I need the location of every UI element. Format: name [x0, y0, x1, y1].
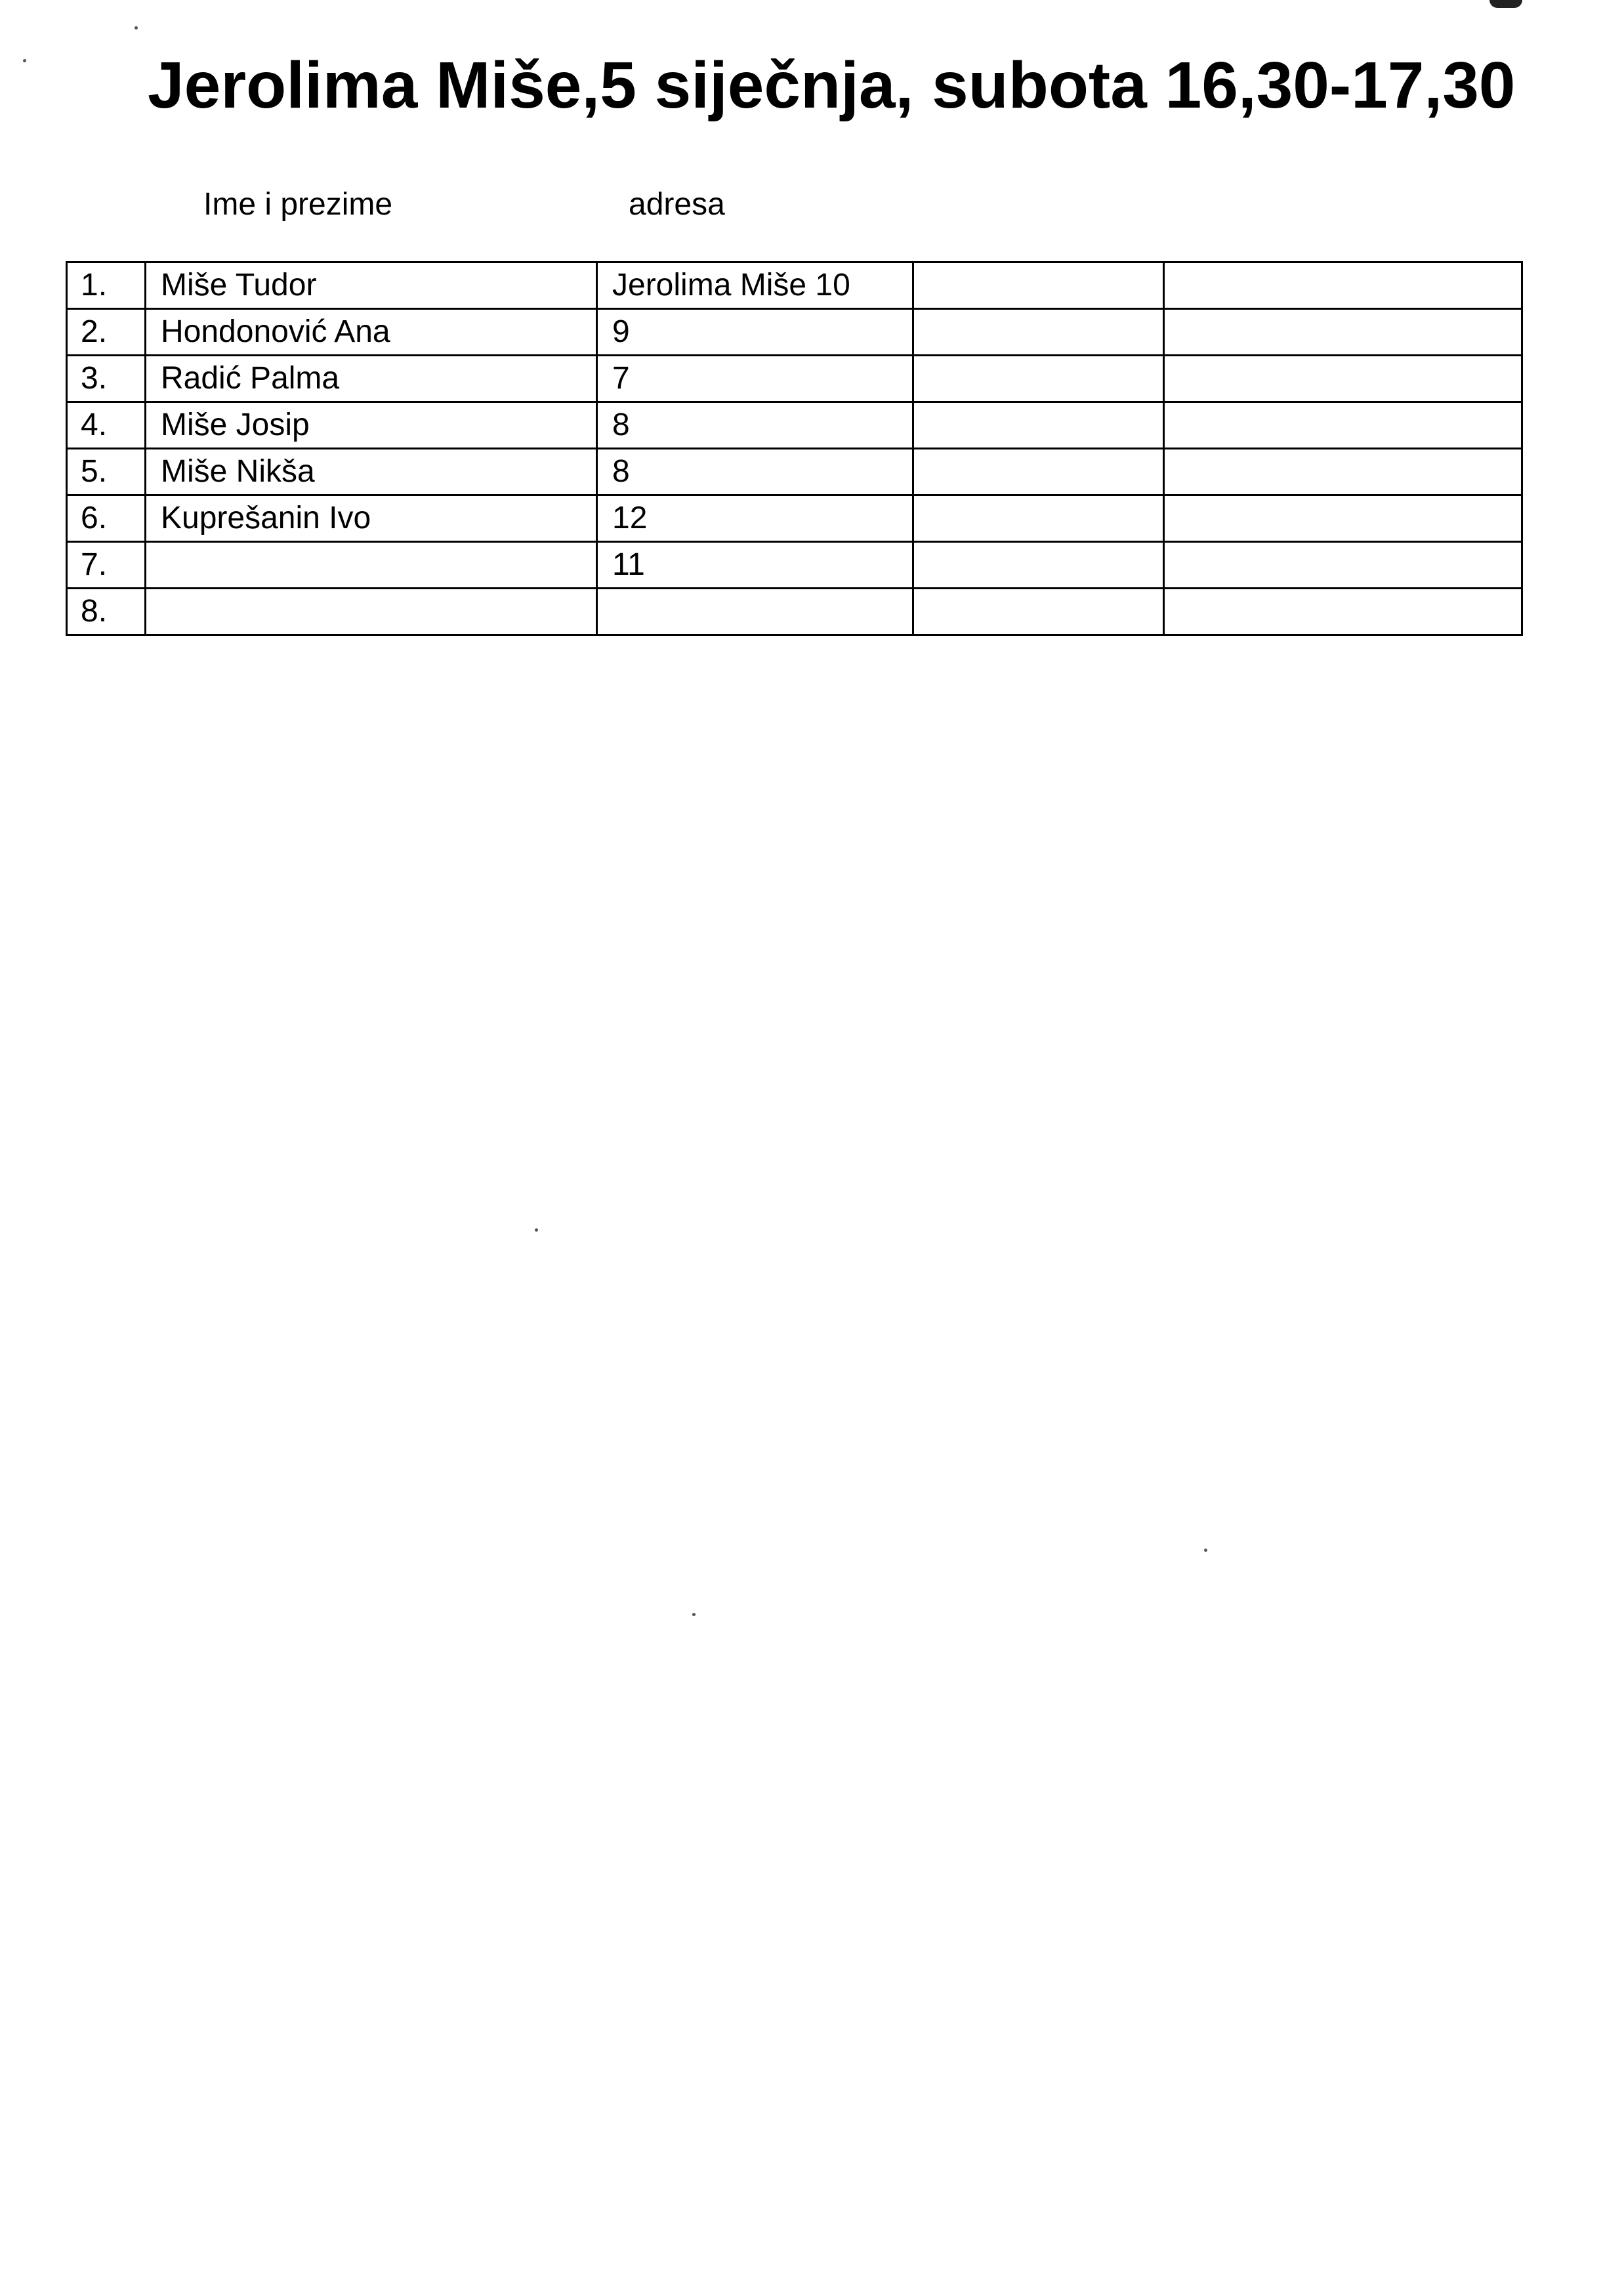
row-address: 9	[597, 309, 913, 356]
row-extra-cell	[1164, 542, 1522, 589]
table-row	[67, 309, 1522, 356]
roster-table	[66, 261, 1523, 636]
row-name: Hondonović Ana	[146, 309, 597, 356]
row-extra-cell	[913, 495, 1164, 542]
row-name: Miše Josip	[146, 402, 597, 449]
row-number: 3.	[67, 356, 146, 402]
row-extra-cell	[913, 356, 1164, 402]
table-row	[67, 495, 1522, 542]
row-extra-cell	[1164, 262, 1522, 309]
row-address: 8	[597, 402, 913, 449]
row-number: 6.	[67, 495, 146, 542]
row-extra-cell	[1164, 495, 1522, 542]
row-address: 11	[597, 542, 913, 589]
row-number: 1.	[67, 262, 146, 309]
row-number: 7.	[67, 542, 146, 589]
row-address	[597, 589, 913, 635]
row-name	[146, 589, 597, 635]
row-extra-cell	[1164, 449, 1522, 495]
row-address: 7	[597, 356, 913, 402]
column-header-address: adresa	[629, 187, 725, 222]
row-extra-cell	[1164, 402, 1522, 449]
row-extra-cell	[1164, 309, 1522, 356]
row-extra-cell	[913, 542, 1164, 589]
row-address: 12	[597, 495, 913, 542]
table-row	[67, 449, 1522, 495]
scan-speck	[23, 59, 26, 62]
row-extra-cell	[1164, 356, 1522, 402]
row-extra-cell	[913, 262, 1164, 309]
row-number: 2.	[67, 309, 146, 356]
table-row	[67, 402, 1522, 449]
row-extra-cell	[913, 449, 1164, 495]
row-number: 4.	[67, 402, 146, 449]
row-extra-cell	[913, 309, 1164, 356]
table-row	[67, 589, 1522, 635]
scan-speck	[1204, 1549, 1207, 1552]
row-address: 8	[597, 449, 913, 495]
row-extra-cell	[913, 402, 1164, 449]
table-row	[67, 542, 1522, 589]
page-title: Jerolima Miše,5 siječnja, subota 16,30-17,30	[148, 49, 1516, 122]
table-row	[67, 262, 1522, 309]
row-name: Miše Tudor	[146, 262, 597, 309]
row-name: Miše Nikša	[146, 449, 597, 495]
scan-speck	[135, 26, 138, 30]
scan-speck	[692, 1613, 696, 1616]
row-name	[146, 542, 597, 589]
row-number: 8.	[67, 589, 146, 635]
row-number: 5.	[67, 449, 146, 495]
row-extra-cell	[1164, 589, 1522, 635]
scan-smudge	[1489, 0, 1522, 8]
row-name: Radić Palma	[146, 356, 597, 402]
row-name: Kuprešanin Ivo	[146, 495, 597, 542]
scan-speck	[535, 1228, 538, 1232]
table-row	[67, 356, 1522, 402]
row-address: Jerolima Miše 10	[597, 262, 913, 309]
row-extra-cell	[913, 589, 1164, 635]
column-header-name: Ime i prezime	[203, 187, 393, 222]
